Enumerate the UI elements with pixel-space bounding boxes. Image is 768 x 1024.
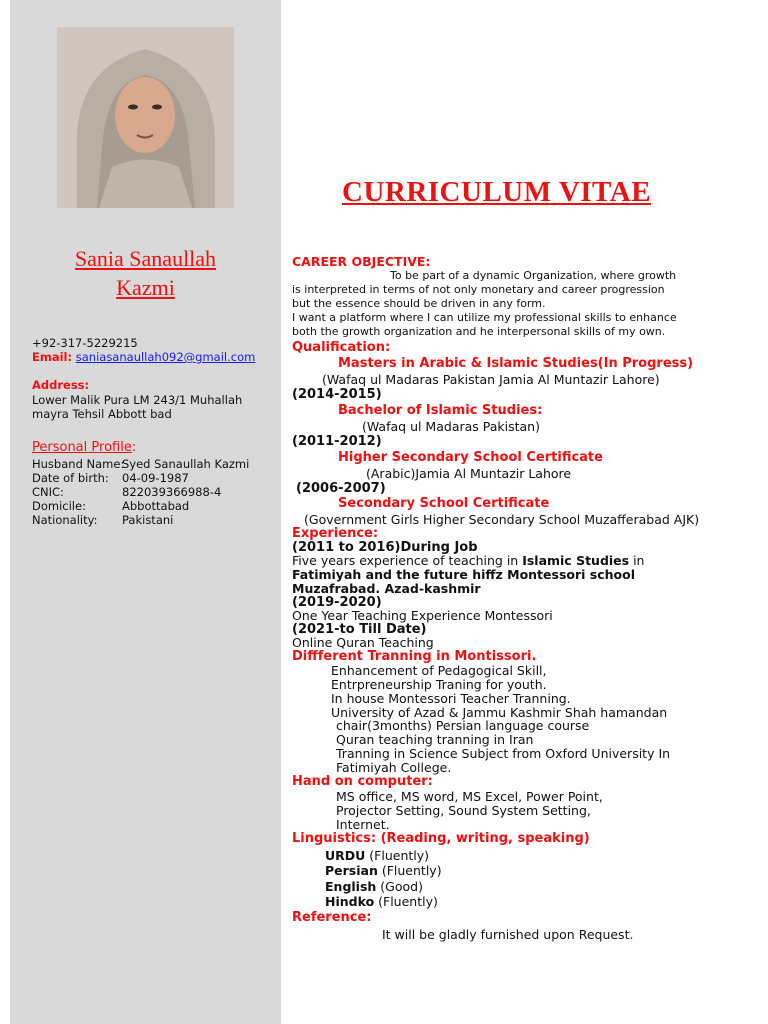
profile-photo-image xyxy=(57,27,234,208)
training-item-1: Enhancement of Pedagogical Skill, xyxy=(331,663,547,678)
reference-heading: Reference: xyxy=(292,910,372,925)
address-label: Address: xyxy=(32,378,90,392)
career-line-1: To be part of a dynamic Organization, where growth xyxy=(390,269,677,282)
qualification-years-2: (2011-2012) xyxy=(292,434,382,449)
experience-job2-text: One Year Teaching Experience Montessori xyxy=(292,608,553,623)
career-line-4: I want a platform where I can utilize my professional skills to enhance xyxy=(292,311,677,324)
page-title: CURRICULUM VITAE xyxy=(342,176,652,208)
reference-text: It will be gladly furnished upon Request. xyxy=(382,927,634,942)
qualification-degree-4: Secondary School Certificate xyxy=(338,496,550,511)
pp-row-nationality: Nationality: Pakistani xyxy=(32,513,174,527)
qualification-years-3: (2006-2007) xyxy=(296,481,386,496)
career-line-3: but the essence should be driven in any form. xyxy=(292,297,546,310)
qualification-institute-4: (Government Girls Higher Secondary School Muzafferabad AJK) xyxy=(304,512,700,527)
pp-row-cnic: CNIC: 822039366988-4 xyxy=(32,485,222,499)
phone-number: +92-317-5229215 xyxy=(32,336,138,350)
computer-line-3: Internet. xyxy=(336,817,390,832)
qualification-institute-2: (Wafaq ul Madaras Pakistan) xyxy=(362,419,540,434)
qualification-years-1: (2014-2015) xyxy=(292,387,382,402)
career-objective-heading: CAREER OBJECTIVE: xyxy=(292,254,431,269)
language-english: English (Good) xyxy=(325,879,423,894)
experience-job3-years: (2021-to Till Date) xyxy=(292,622,427,637)
email-row xyxy=(32,350,255,364)
email-link[interactable]: saniasanaullah092@gmail.com xyxy=(75,350,256,364)
qualification-heading: Qualification: xyxy=(292,340,391,355)
experience-heading: Experience: xyxy=(292,526,379,541)
address-line-2: mayra Tehsil Abbott bad xyxy=(32,407,172,421)
name-line-2: Kazmi xyxy=(116,275,175,300)
profile-photo xyxy=(57,27,234,208)
personal-profile-heading: Personal Profile: xyxy=(32,440,137,455)
training-item-8: Fatimiyah College. xyxy=(336,760,452,775)
language-urdu: URDU (Fluently) xyxy=(325,848,430,863)
experience-job1-school-2: Muzafrabad. Azad-kashmir xyxy=(292,581,481,596)
experience-job1-text: Five years experience of teaching in Islamic Studies in xyxy=(292,553,645,568)
computer-line-1: MS office, MS word, MS Excel, Power Point, xyxy=(336,789,603,804)
qualification-degree-1: Masters in Arabic & Islamic Studies(In Progress) xyxy=(338,356,694,371)
pp-row-domicile: Domicile: Abbottabad xyxy=(32,499,190,513)
training-item-7: Tranning in Science Subject from Oxford University In xyxy=(336,746,671,761)
qualification-institute-3: (Arabic)Jamia Al Muntazir Lahore xyxy=(366,466,572,481)
qualification-degree-2: Bachelor of Islamic Studies: xyxy=(338,403,543,418)
career-line-5: both the growth organization and he interpersonal skills of my own. xyxy=(292,325,666,338)
computer-line-2: Projector Setting, Sound System Setting, xyxy=(336,803,591,818)
qualification-institute-1: (Wafaq ul Madaras Pakistan Jamia Al Muntazir Lahore) xyxy=(322,372,660,387)
language-hindko: Hindko (Fluently) xyxy=(325,894,438,909)
linguistics-heading: Linguistics: (Reading, writing, speaking) xyxy=(292,831,590,846)
training-item-4: University of Azad & Jammu Kashmir Shah hamandan xyxy=(331,705,668,720)
training-heading: Diffferent Tranning in Montissori. xyxy=(292,649,537,664)
experience-job1-years: (2011 to 2016)During Job xyxy=(292,540,478,555)
pp-row-dob: Date of birth: 04-09-1987 xyxy=(32,471,189,485)
experience-job3-text: Online Quran Teaching xyxy=(292,635,434,650)
email-label: Email: xyxy=(32,350,73,364)
address-line-1: Lower Malik Pura LM 243/1 Muhallah xyxy=(32,393,243,407)
training-item-3: In house Montessori Teacher Tranning. xyxy=(331,691,571,706)
name-line-1: Sania Sanaullah xyxy=(74,246,217,271)
training-item-5: chair(3months) Persian language course xyxy=(336,718,590,733)
language-persian: Persian (Fluently) xyxy=(325,863,442,878)
experience-job2-years: (2019-2020) xyxy=(292,595,382,610)
training-item-2: Entrpreneurship Traning for youth. xyxy=(331,677,547,692)
experience-job1-school-1: Fatimiyah and the future hiffz Montessori school xyxy=(292,567,635,582)
qualification-degree-3: Higher Secondary School Certificate xyxy=(338,450,603,465)
training-item-6: Quran teaching tranning in Iran xyxy=(336,732,534,747)
computer-heading: Hand on computer: xyxy=(292,774,433,789)
career-line-2: is interpreted in terms of not only monetary and career progression xyxy=(292,283,665,296)
pp-row-husband: Husband Name: Syed Sanaullah Kazmi xyxy=(32,457,250,471)
